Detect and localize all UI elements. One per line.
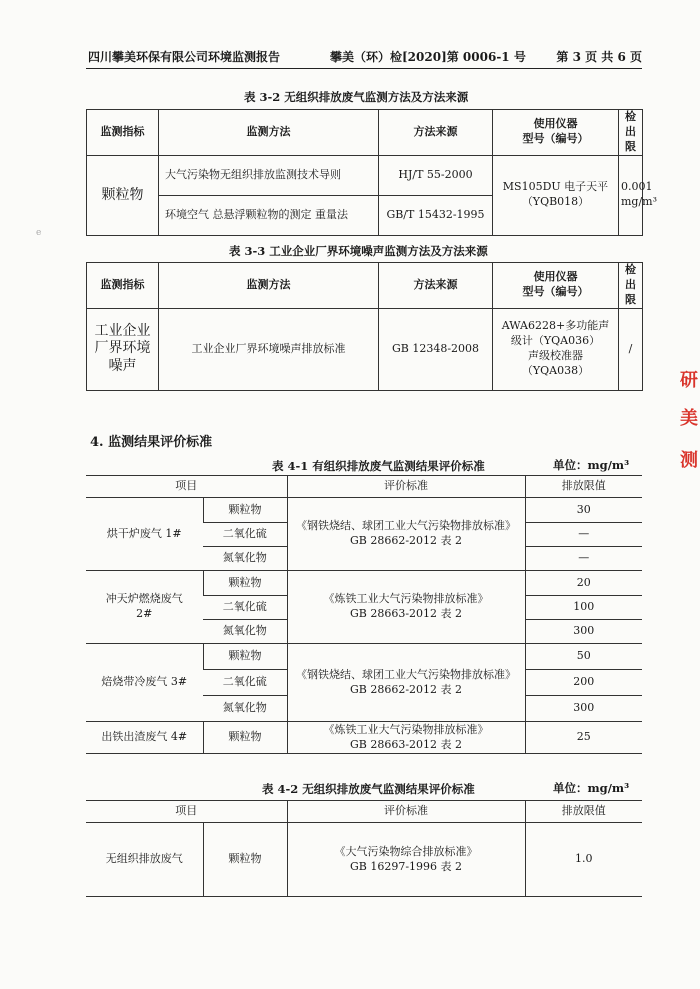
table-cell-instrument: MS105DU 电子天平 （YQB018） xyxy=(493,155,619,235)
company-name: 四川攀美环保有限公司环境监测报告 xyxy=(88,50,281,64)
table-cell-pollutant: 氮氧化物 xyxy=(203,620,287,644)
table-4-2-unit: 单位：mg/m³ xyxy=(553,781,630,795)
scan-mark: e xyxy=(36,228,42,238)
table-header: 监测方法 xyxy=(159,110,379,156)
table-cell-pollutant: 二氧化硫 xyxy=(203,670,287,696)
table-cell-limit: 50 xyxy=(525,644,642,670)
table-header: 检出限 xyxy=(619,110,643,156)
table-4-1 xyxy=(86,475,642,754)
table-cell-standard: 《炼铁工业大气污染物排放标准》 GB 28663-2012 表 2 xyxy=(287,722,525,754)
table-cell-limit: 0.001 mg/m³ xyxy=(619,155,643,235)
seal-fragment: 美 xyxy=(680,408,698,429)
table-cell-source: 烘干炉废气 1# xyxy=(86,498,203,571)
table-header: 项目 xyxy=(86,476,287,498)
table-cell-pollutant: 颗粒物 xyxy=(203,498,287,523)
table-cell-limit: 200 xyxy=(525,670,642,696)
table-4-1-caption: 表 4-1 有组织排放废气监测结果评价标准 xyxy=(272,459,485,473)
table-cell-limit: 300 xyxy=(525,696,642,722)
table-3-3-caption: 表 3-3 工业企业厂界环境噪声监测方法及方法来源 xyxy=(229,244,488,258)
table-cell-limit: 1.0 xyxy=(525,823,642,897)
table-cell-source: 焙烧带冷废气 3# xyxy=(86,644,203,722)
table-header: 评价标准 xyxy=(287,801,525,823)
table-cell-source: 冲天炉燃烧废气 2# xyxy=(86,571,203,644)
table-4-2 xyxy=(86,800,642,897)
table-cell-method: 大气污染物无组织排放监测技术导则 xyxy=(159,155,379,195)
table-cell-limit: 25 xyxy=(525,722,642,754)
seal-fragment: 研 xyxy=(680,370,698,391)
table-cell-standard: 《炼铁工业大气污染物排放标准》 GB 28663-2012 表 2 xyxy=(287,571,525,644)
page-number: 第 3 页 共 6 页 xyxy=(556,50,642,64)
table-header: 方法来源 xyxy=(379,110,493,156)
table-header: 排放限值 xyxy=(525,476,642,498)
table-cell-limit: / xyxy=(619,308,643,390)
table-cell-pollutant: 氮氧化物 xyxy=(203,547,287,571)
table-4-2-caption: 表 4-2 无组织排放废气监测结果评价标准 xyxy=(262,782,475,796)
table-cell-pollutant: 氮氧化物 xyxy=(203,696,287,722)
table-header: 检出限 xyxy=(619,263,643,309)
table-header: 排放限值 xyxy=(525,801,642,823)
table-cell-source: 出铁出渣废气 4# xyxy=(86,722,203,754)
table-cell-pollutant: 二氧化硫 xyxy=(203,596,287,620)
table-cell-limit: 100 xyxy=(525,596,642,620)
table-cell-source: 无组织排放废气 xyxy=(86,823,203,897)
table-4-1-unit: 单位：mg/m³ xyxy=(553,458,630,472)
table-cell-source: GB 12348-2008 xyxy=(379,308,493,390)
table-cell-item: 工业企业 厂界环境 噪声 xyxy=(87,308,159,390)
table-cell-source: HJ/T 55-2000 xyxy=(379,155,493,195)
table-cell-limit: — xyxy=(525,523,642,547)
table-cell-method: 工业企业厂界环境噪声排放标准 xyxy=(159,308,379,390)
section-4-heading: 4. 监测结果评价标准 xyxy=(90,435,213,450)
table-cell-pollutant: 颗粒物 xyxy=(203,644,287,670)
page-header xyxy=(86,44,642,69)
table-header: 方法来源 xyxy=(379,263,493,309)
table-cell-pollutant: 颗粒物 xyxy=(203,722,287,754)
table-header: 监测指标 xyxy=(87,263,159,309)
table-cell-limit: 300 xyxy=(525,620,642,644)
table-cell-standard: 《钢铁烧结、球团工业大气污染物排放标准》 GB 28662-2012 表 2 xyxy=(287,498,525,571)
table-3-2-caption: 表 3-2 无组织排放废气监测方法及方法来源 xyxy=(244,90,469,104)
table-cell-limit: — xyxy=(525,547,642,571)
table-header: 监测指标 xyxy=(87,110,159,156)
table-header: 项目 xyxy=(86,801,287,823)
table-cell-instrument: AWA6228+多功能声 级计（YQA036） 声级校准器 （YQA038） xyxy=(493,308,619,390)
report-number: 攀美（环）检[2020]第 0006-1 号 xyxy=(330,50,526,64)
table-cell-item: 颗粒物 xyxy=(87,155,159,235)
table-cell-pollutant: 颗粒物 xyxy=(203,571,287,596)
table-cell-limit: 30 xyxy=(525,498,642,523)
table-3-3 xyxy=(86,262,643,391)
table-header: 使用仪器 型号（编号） xyxy=(493,110,619,156)
table-header: 评价标准 xyxy=(287,476,525,498)
table-cell-source: GB/T 15432-1995 xyxy=(379,195,493,235)
table-3-2 xyxy=(86,109,658,236)
table-cell-standard: 《大气污染物综合排放标准》 GB 16297-1996 表 2 xyxy=(287,823,525,897)
table-cell-standard: 《钢铁烧结、球团工业大气污染物排放标准》 GB 28662-2012 表 2 xyxy=(287,644,525,722)
table-cell-pollutant: 二氧化硫 xyxy=(203,523,287,547)
table-header: 使用仪器 型号（编号） xyxy=(493,263,619,309)
table-cell-limit: 20 xyxy=(525,571,642,596)
table-header: 监测方法 xyxy=(159,263,379,309)
table-cell-method: 环境空气 总悬浮颗粒物的测定 重量法 xyxy=(159,195,379,235)
table-cell-pollutant: 颗粒物 xyxy=(203,823,287,897)
seal-fragment: 测 xyxy=(680,450,698,471)
